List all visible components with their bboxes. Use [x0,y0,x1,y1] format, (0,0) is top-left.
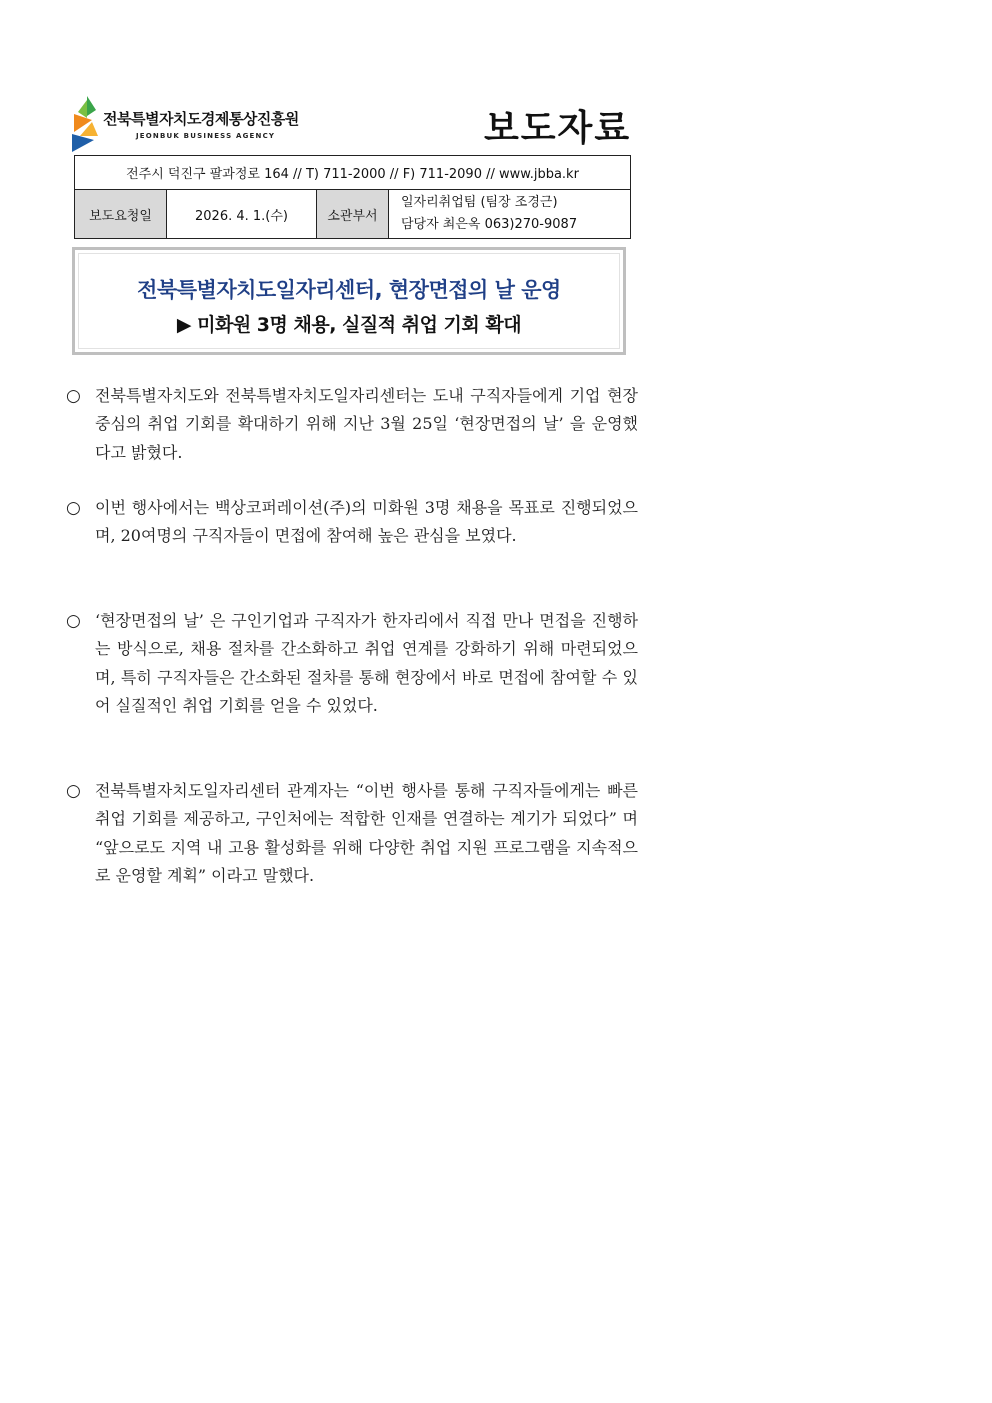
circle-bullet-icon: ○ [66,498,81,518]
org-name-en: JEONBUK BUSINESS AGENCY [136,132,276,140]
doc-type-title: 보도자료 [484,108,632,149]
organization-logo [70,96,330,156]
jbba-logo-icon [70,96,100,154]
circle-bullet-icon: ○ [66,386,81,406]
circle-bullet-icon: ○ [66,611,81,631]
request-date-value: 2026. 4. 1.(수) [167,190,317,239]
info-table [74,155,631,239]
department-contact [389,190,631,239]
department-label: 소관부서 [317,190,389,239]
paragraph-text: ‘현장면접의 날’ 은 구인기업과 구직자가 한자리에서 직접 만나 면접을 진행하는 방식으로, 채용 절차를 간소화하고 취업 연계를 강화하기 위해 마련되었으며, 특히 구직자들은 간소화된 절차를 통해 현장에서 바로 면접에 참여할 수 있어 실질적인 취업 기회를 얻을 수 있었다. [95,611,638,716]
paragraph-text: 전북특별자치도일자리센터 관계자는 “이번 행사를 통해 구직자들에게는 빠른 취업 기회를 제공하고, 구인처에는 적합한 인재를 연결하는 계기가 되었다” 며 “앞으로도 지역 내 고용 활성화를 위해 다양한 취업 지원 프로그램을 지속적으로 운영할 계획” 이라고 말했다. [95,781,638,886]
headline-box [72,247,626,355]
body-paragraph-3 [66,607,638,721]
body-paragraph-2 [66,494,638,551]
paragraph-text: 이번 행사에서는 백상코퍼레이션(주)의 미화원 3명 채용을 목표로 진행되었으며, 20여명의 구직자들이 면접에 참여해 높은 관심을 보였다. [95,498,638,546]
headline-subtitle: ▶ 미화원 3명 채용, 실질적 취업 기회 확대 [176,314,522,336]
request-date-label: 보도요청일 [75,190,167,239]
meta-row [75,190,631,239]
department-person: 담당자 최은옥 063)270-9087 [401,217,578,232]
address-cell: 전주시 덕진구 팔과정로 164 // T) 711-2000 // F) 711-2090 // www.jbba.kr [75,156,631,190]
department-team: 일자리취업팀 (팀장 조경근) [401,195,558,210]
circle-bullet-icon: ○ [66,781,81,801]
org-name: 전북특별자치도경제통상진흥원 [103,110,299,128]
headline-title: 전북특별자치도일자리센터, 현장면접의 날 운영 [137,278,561,302]
body-paragraph-4 [66,777,638,891]
address-row [75,156,631,190]
paragraph-text: 전북특별자치도와 전북특별자치도일자리센터는 도내 구직자들에게 기업 현장 중심의 취업 기회를 확대하기 위해 지난 3월 25일 ‘현장면접의 날’ 을 운영했다고 밝혔다. [95,386,638,462]
body-paragraph-1 [66,382,638,467]
